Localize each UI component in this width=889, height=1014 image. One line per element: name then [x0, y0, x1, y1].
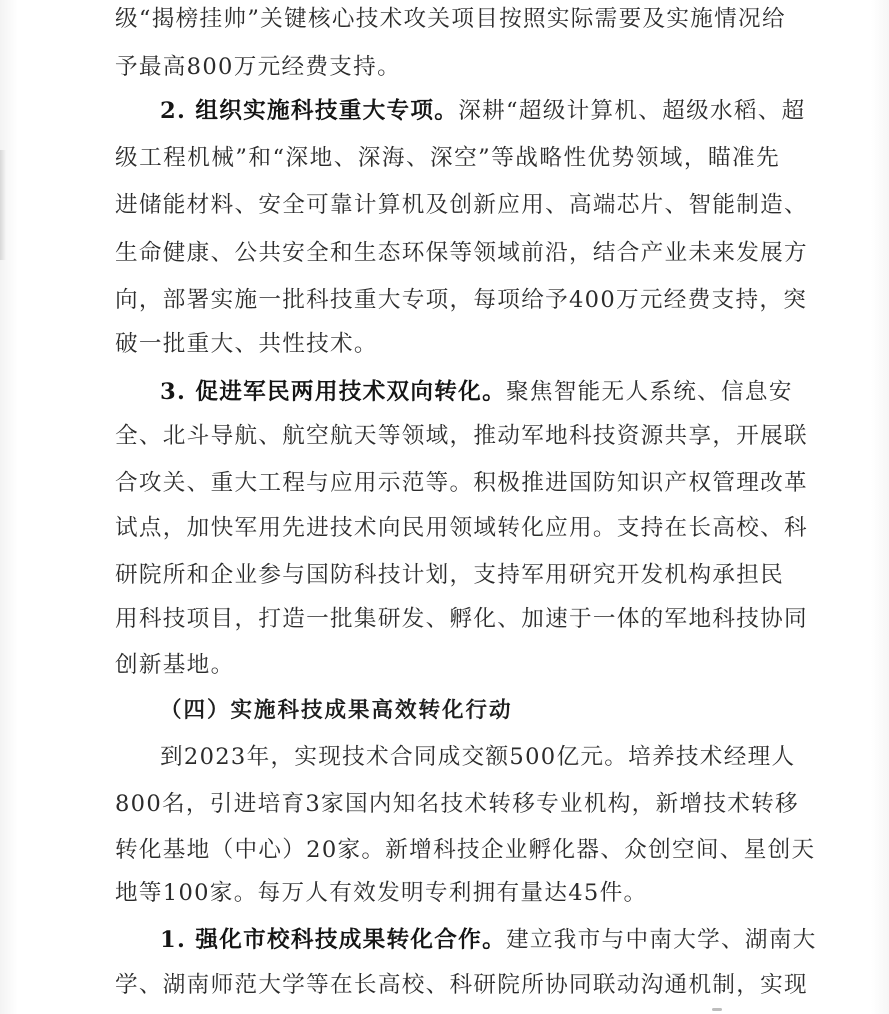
section-heading: （四）实施科技成果高效转化行动: [160, 698, 513, 723]
text-line: 800名，引进培育3家国内知名技术转移专业机构，新增技术转移: [115, 791, 799, 817]
scan-mark: [712, 1008, 722, 1011]
item-heading-line: 1. 强化市校科技成果转化合作。建立我市与中南大学、湖南大: [160, 927, 817, 953]
text-line: 用科技项目，打造一批集研发、孵化、加速于一体的军地科技协同: [115, 606, 808, 632]
item-title: 2. 组织实施科技重大专项。: [160, 98, 459, 124]
text-line: 予最高800万元经费支持。: [115, 54, 401, 80]
item-title: 1. 强化市校科技成果转化合作。: [160, 927, 506, 953]
text-line: 向，部署实施一批科技重大专项，每项给予400万元经费支持，突: [115, 287, 808, 313]
text-line: 到2023年，实现技术合同成交额500亿元。培养技术经理人: [160, 744, 796, 770]
item-heading-line: 3. 促进军民两用技术双向转化。聚焦智能无人系统、信息安: [160, 379, 793, 405]
text-line: 合攻关、重大工程与应用示范等。积极推进国防知识产权管理改革: [115, 470, 808, 496]
scan-edge-shadow: [0, 150, 6, 260]
text-line: 试点，加快军用先进技术向民用领域转化应用。支持在长高校、科: [115, 515, 808, 541]
text-line: 学、湖南师范大学等在长高校、科研院所协同联动沟通机制，实现: [115, 972, 808, 998]
text-line: 级“揭榜挂帅”关键核心技术攻关项目按照实际需要及实施情况给: [115, 6, 786, 32]
text-line: 转化基地（中心）20家。新增科技企业孵化器、众创空间、星创天: [115, 837, 816, 863]
text-line: 进储能材料、安全可靠计算机及创新应用、高端芯片、智能制造、: [115, 192, 808, 218]
item-heading-line: 2. 组织实施科技重大专项。深耕“超级计算机、超级水稻、超: [160, 98, 806, 124]
text-line: 地等100家。每万人有效发明专利拥有量达45件。: [115, 880, 648, 906]
text-line: 全、北斗导航、航空航天等领域，推动军地科技资源共享，开展联: [115, 423, 808, 449]
text-line: 级工程机械”和“深地、深海、深空”等战略性优势领域，瞄准先: [115, 145, 780, 171]
text-line: 研院所和企业参与国防科技计划，支持军用研究开发机构承担民: [115, 562, 785, 588]
item-title: 3. 促进军民两用技术双向转化。: [160, 379, 506, 405]
text-line: 创新基地。: [115, 652, 235, 678]
text-line: 破一批重大、共性技术。: [115, 331, 378, 357]
text-line: 生命健康、公共安全和生态环保等领域前沿，结合产业未来发展方: [115, 240, 808, 266]
